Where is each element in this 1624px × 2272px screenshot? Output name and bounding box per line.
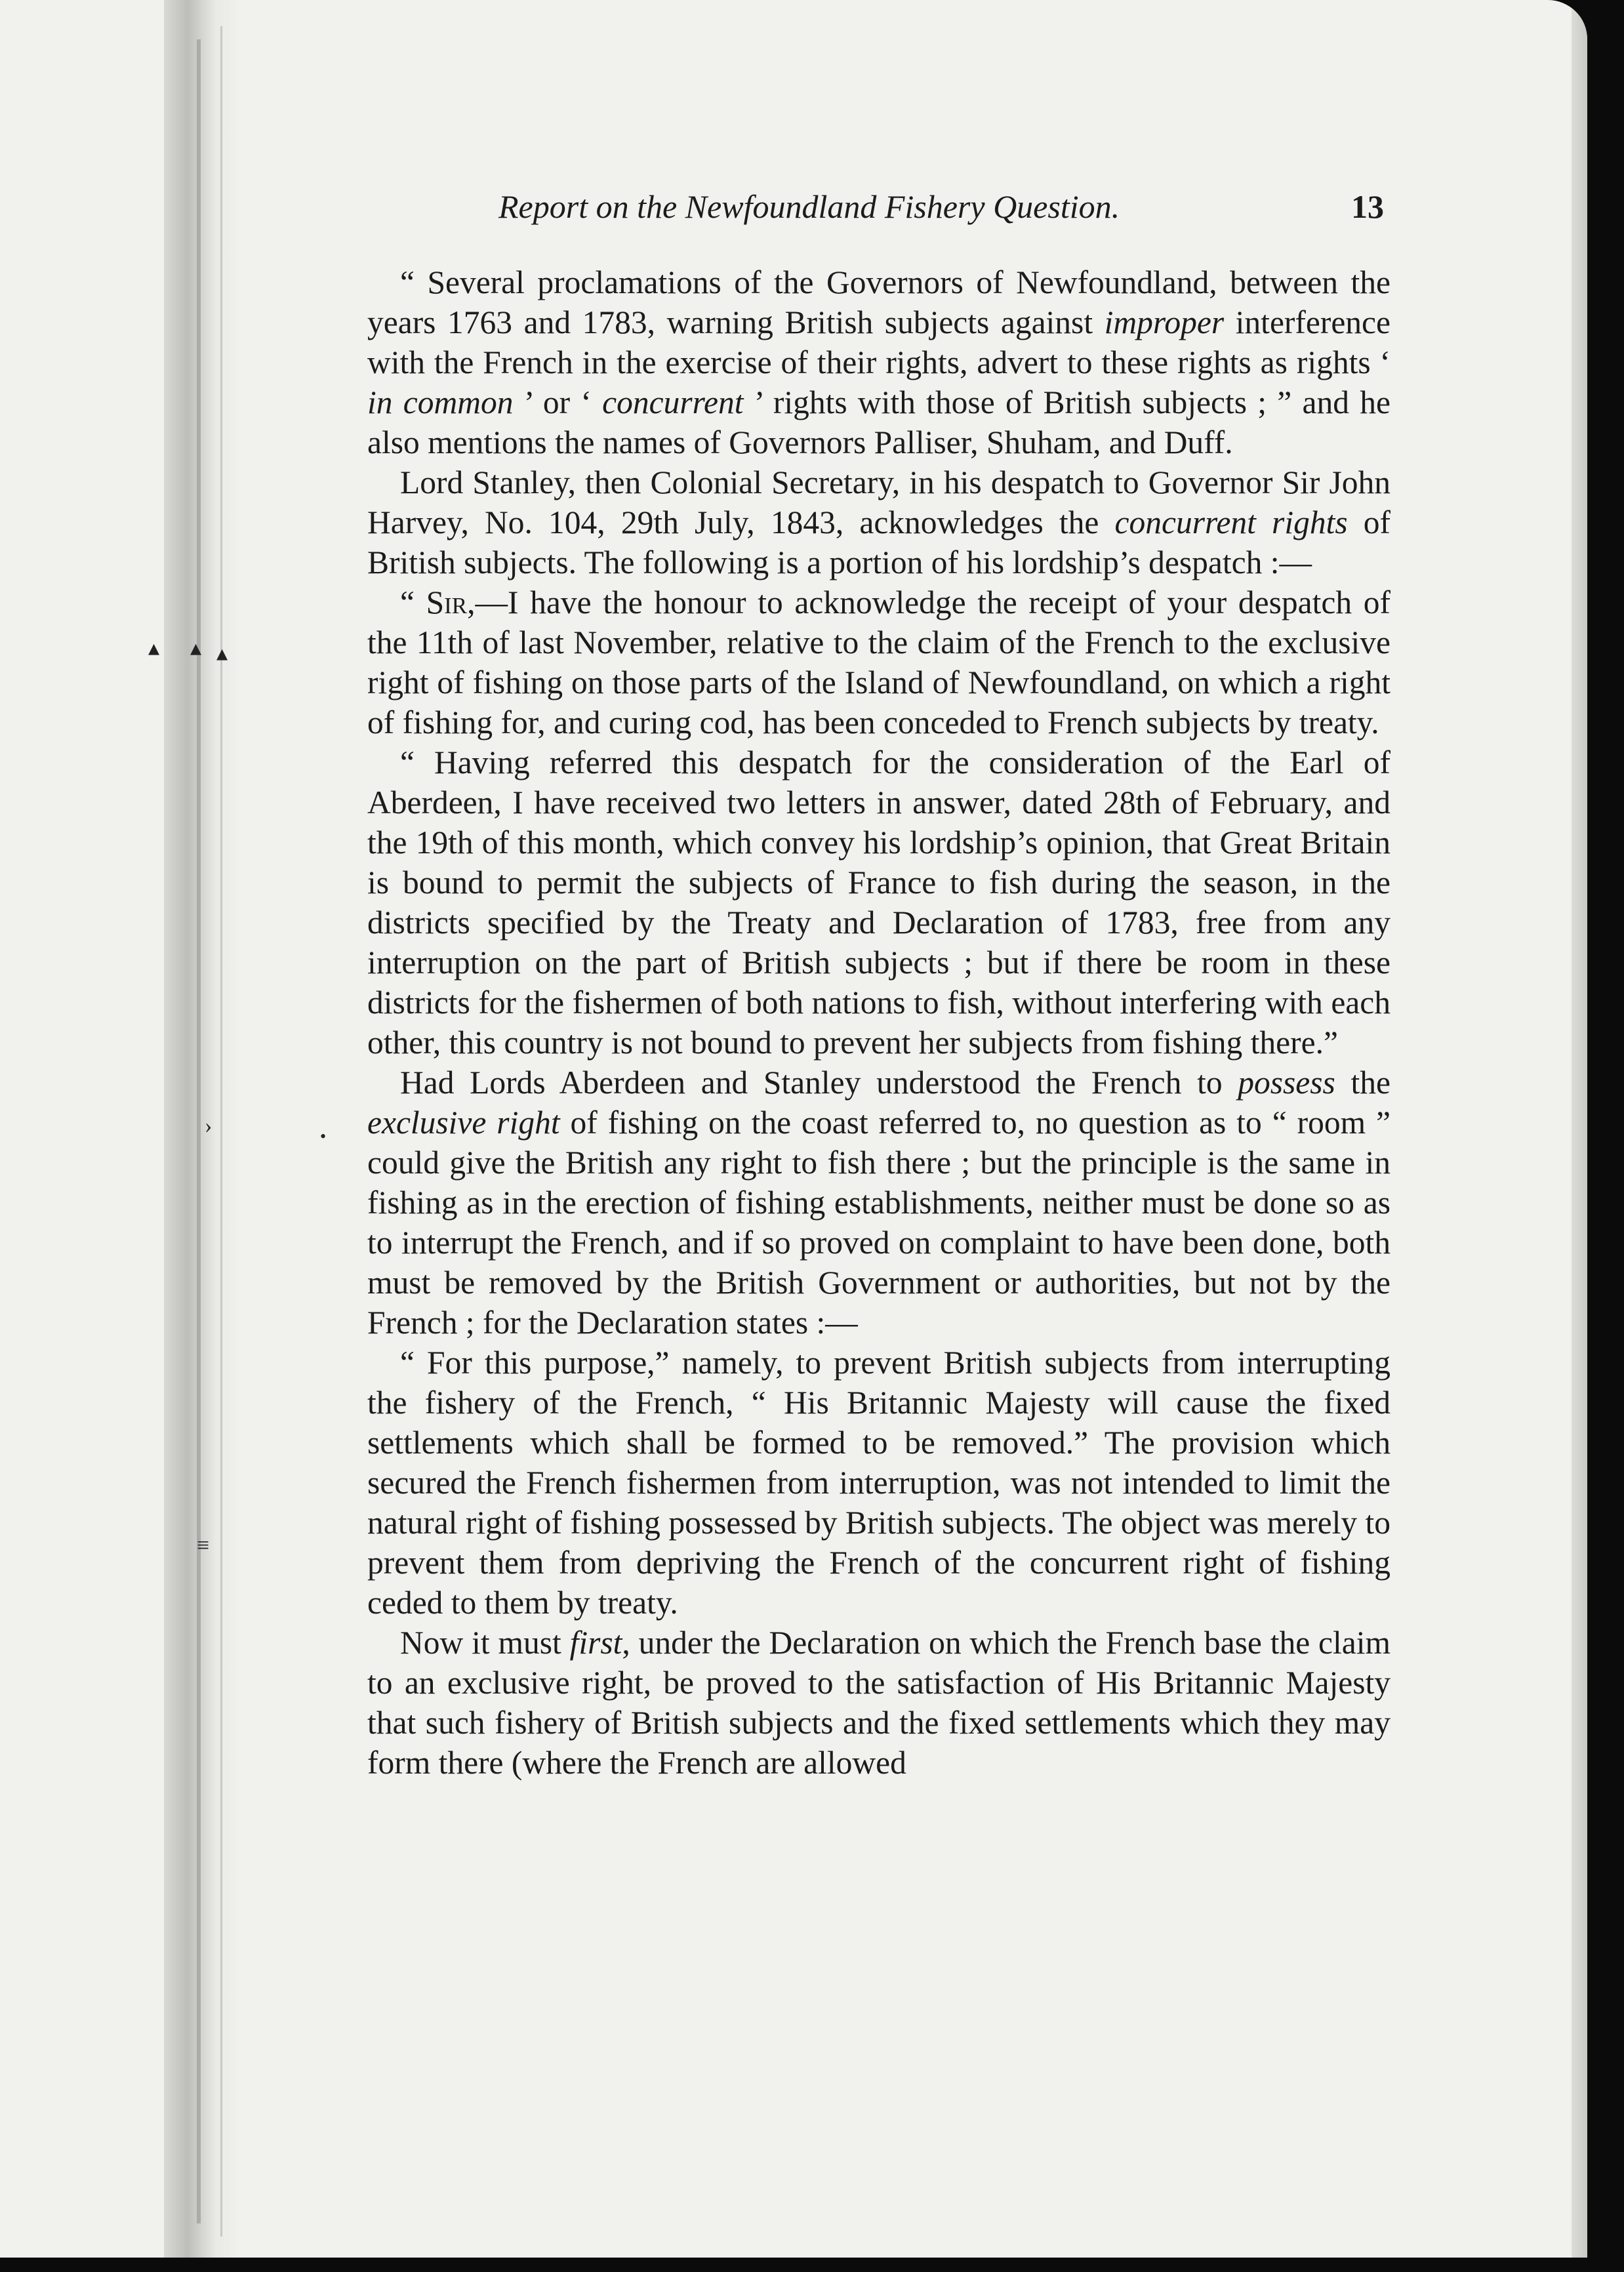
binding-mark: ▴ <box>190 636 202 660</box>
paragraph: Now it must first, under the Declaration on which the French base the claim to an exclusive right, be proved to the satisfaction of His Britannic Majesty that such fishery of British subjects and the fixed settlements which they may form there (where the French are allowed <box>367 1625 1391 1781</box>
gutter-fold-line-secondary <box>220 26 222 2237</box>
paragraph: “ For this purpose,” namely, to prevent British subjects from interrupting the fishery of the French, “ His Britannic Majesty will cause the fixed settlements which shall be formed to be removed.” The provision which secured the French fishermen from interruption, was not intended to limit the natural right of fishing possessed by British subjects. The object was merely to prevent them from depriving the French of the concurrent right of fishing ceded to them by treaty. <box>367 1345 1391 1621</box>
paragraph: “ Several proclamations of the Governors of Newfoundland, between the years 1763 and 1783, warning British subjects against improper interference with the French in the exercise of their rights, advert to these rights as rights ‘ in common ’ or ‘ concurrent ’ rights with those of British subjects ; ” and he also mentions the names of Governors Palliser, Shuham, and Duff. <box>367 264 1391 460</box>
paragraph: “ Sir,—I have the honour to acknowledge the receipt of your despatch of the 11th of last November, relative to the claim of the French to the exclusive right of fishing on those parts of the Island of Newfoundland, on which a right of fishing for, and curing cod, has been conceded to French subjects by treaty. <box>367 584 1391 740</box>
gutter-fold-line <box>197 39 201 2223</box>
paragraph: Had Lords Aberdeen and Stanley understood the French to possess the exclusive right of fishing on the coast referred to, no question as to “ room ” could give the British any right to fish there ; but the principle is the same in fishing as in the erection of fishing establishments, neither must be done so as to interrupt the French, and if so proved on complaint to have been done, both must be removed by the British Government or authorities, but not by the French ; for the Declaration states :— <box>367 1065 1391 1341</box>
paragraph: Lord Stanley, then Colonial Secretary, in his despatch to Governor Sir John Harvey, No. 104, 29th July, 1843, acknowledges the concurrent rights of British subjects. The following is a portion of his lordship’s despatch :— <box>367 464 1391 580</box>
binding-mark: ▴ <box>148 636 160 660</box>
page-gutter <box>164 0 243 2258</box>
binding-mark: › <box>205 1114 213 1138</box>
binding-mark: ▴ <box>216 641 228 666</box>
body-text <box>367 262 1391 2046</box>
page-number: 13 <box>1351 188 1384 225</box>
binding-mark: ≡ <box>197 1533 210 1558</box>
running-header <box>498 188 1384 240</box>
binding-mark: • <box>320 1127 327 1146</box>
running-title: Report on the Newfoundland Fishery Question. <box>498 188 1120 225</box>
paragraph: “ Having referred this despatch for the consideration of the Earl of Aberdeen, I have received two letters in answer, dated 28th of February, and the 19th of this month, which convey his lordship’s opinion, that Great Britain is bound to permit the subjects of France to fish during the season, in the districts specified by the Treaty and Declaration of 1783, free from any interruption on the part of British subjects ; but if there be room in these districts for the fishermen of both nations to fish, without interfering with each other, this country is not bound to prevent her subjects from fishing there.” <box>367 744 1391 1061</box>
page-edge <box>1572 0 1587 2258</box>
